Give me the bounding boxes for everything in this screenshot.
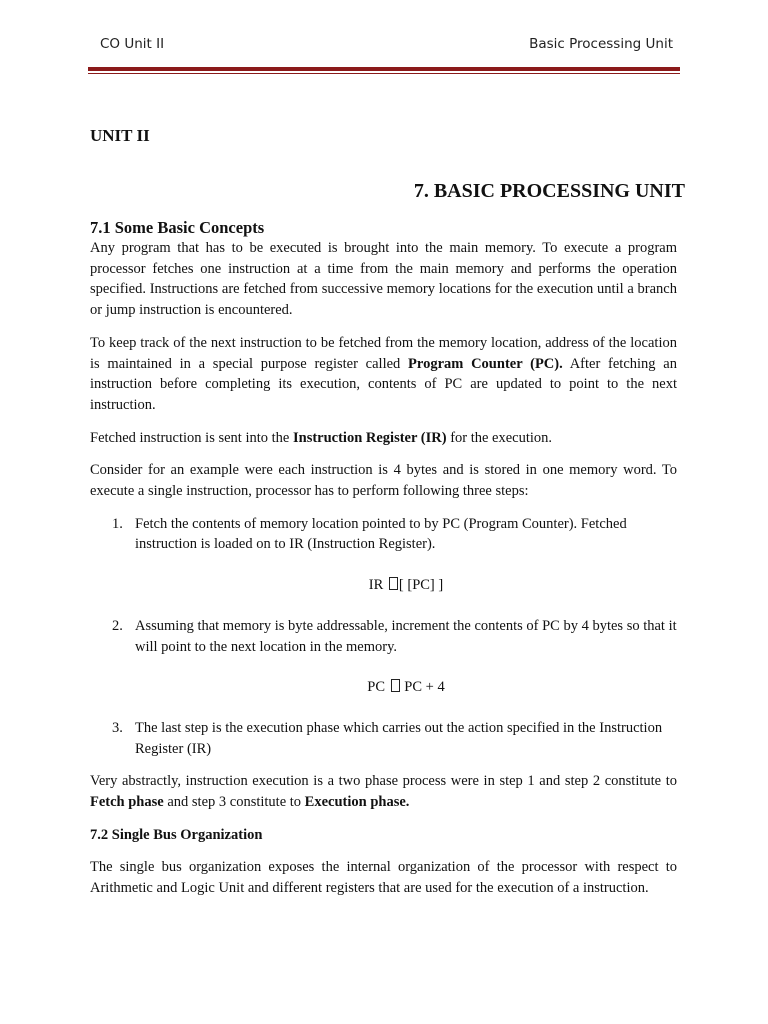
arrow-glyph-icon xyxy=(391,679,400,692)
formula-right: PC + 4 xyxy=(400,679,445,696)
section-title-7-2: 7.2 Single Bus Organization xyxy=(90,826,263,843)
step-number: 1. xyxy=(112,515,123,532)
chapter-title: 7. BASIC PROCESSING UNIT xyxy=(413,180,685,202)
ir-text-a: Fetched instruction is sent into the xyxy=(90,429,293,446)
pc-text-a: To keep track of the next instruction to be fetched from the memory location, address of the location is maintained in a special purpose register called xyxy=(90,334,677,372)
header-rule-thin xyxy=(88,73,680,74)
ir-text-b: for the execution. xyxy=(446,429,553,446)
phases-text-a: Very abstractly, instruction execution is a two phase process were in step 1 and step 2 constitute to xyxy=(90,773,677,790)
page-content xyxy=(90,120,685,911)
paragraph-phases xyxy=(90,771,677,812)
step-number: 2. xyxy=(112,617,123,634)
pc-text-b: After fetching an instruction before completing its execution, contents of PC are updated to point to the next instruction. xyxy=(90,355,677,413)
formula-right: [ [PC] ] xyxy=(398,577,444,594)
list-item xyxy=(90,514,677,596)
pc-bold: Program Counter (PC). xyxy=(408,355,563,372)
paragraph-instruction-register xyxy=(90,428,677,449)
ir-bold: Instruction Register (IR) xyxy=(292,429,447,446)
arrow-glyph-icon xyxy=(389,577,398,590)
step-text: The last step is the execution phase which carries out the action specified in the Instruction Register (IR) xyxy=(135,719,663,757)
header-left-text: CO Unit II xyxy=(100,36,165,52)
steps-list xyxy=(90,514,677,760)
formula-left: IR xyxy=(368,577,387,594)
execution-phase-bold: Execution phase. xyxy=(304,794,410,811)
header-rule-thick xyxy=(88,67,680,71)
header-right-text: Basic Processing Unit xyxy=(529,36,673,52)
formula-increment xyxy=(135,677,677,698)
section-title-7-1: 7.1 Some Basic Concepts xyxy=(90,218,265,237)
formula-fetch xyxy=(135,575,677,596)
unit-title: UNIT II xyxy=(90,126,150,145)
step-number: 3. xyxy=(112,719,123,736)
list-item xyxy=(90,718,677,759)
paragraph-single-bus: The single bus organization exposes the internal organization of the processor with respect to Arithmetic and Logic Unit and different registers that are used for the execution of a instruction. xyxy=(90,859,677,897)
list-item xyxy=(90,616,677,698)
phases-text-b: and step 3 constitute to xyxy=(163,794,305,811)
paragraph-program-counter xyxy=(90,333,677,416)
step-text: Assuming that memory is byte addressable, increment the contents of PC by 4 bytes so that it will point to the next location in the memory. xyxy=(135,617,677,655)
fetch-phase-bold: Fetch phase xyxy=(90,794,164,811)
paragraph-example: Consider for an example were each instruction is 4 bytes and is stored in one memory word. To execute a single instruction, processor has to perform following three steps: xyxy=(90,462,677,500)
step-text: Fetch the contents of memory location pointed to by PC (Program Counter). Fetched instruction is loaded on to IR (Instruction Register). xyxy=(135,515,627,553)
page-header xyxy=(100,36,673,58)
paragraph-basic-concepts: Any program that has to be executed is brought into the main memory. To execute a program processor fetches one instruction at a time from the main memory and performs the operation specified. Instructions are fetched from successive memory locations for the execution until a branch or jump instruction is encountered. xyxy=(90,240,677,319)
formula-left: PC xyxy=(367,679,389,696)
